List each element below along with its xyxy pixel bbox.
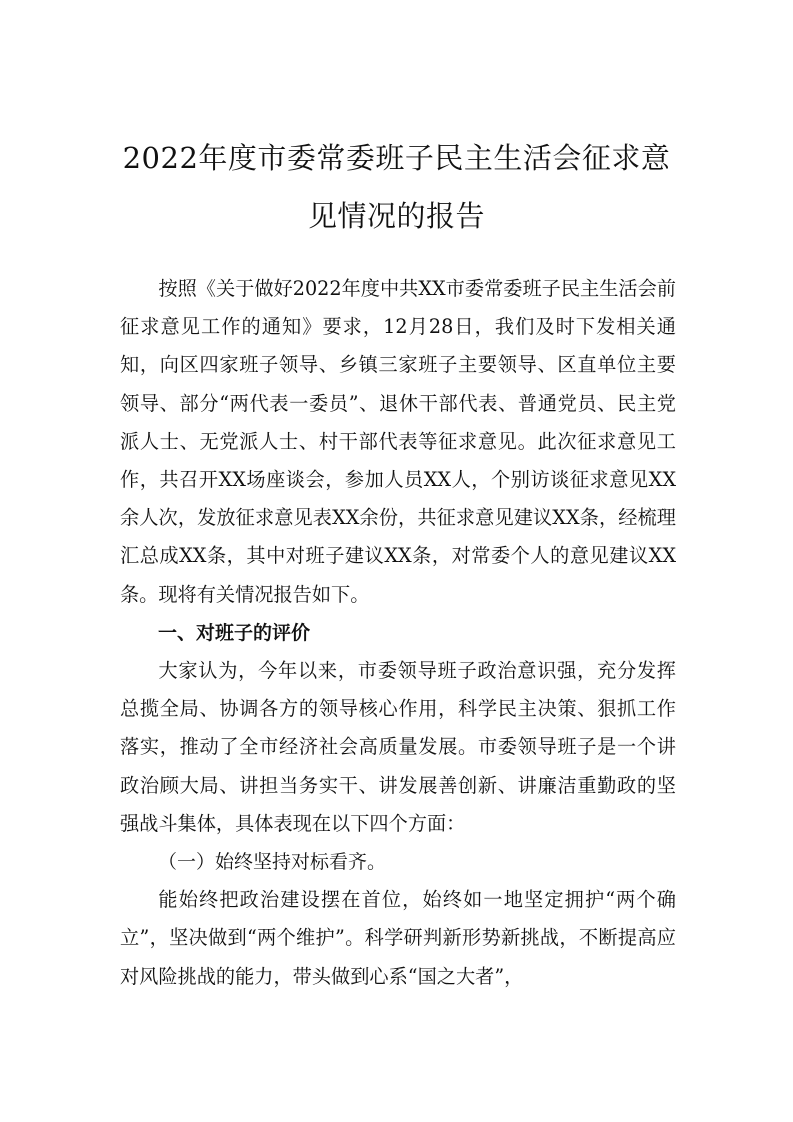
evaluation-paragraph: 大家认为，今年以来，市委领导班子政治意识强，充分发挥总揽全局、协调各方的领导核心作用，科学民主决策、狠抓工作落实，推动了全市经济社会高质量发展。市委领导班子是一个讲政治顾大局、讲担当务实干、讲发展善创新、讲廉洁重勤政的坚强战斗集体，具体表现在以下四个方面： (120, 659, 676, 835)
intro-paragraph: 按照《关于做好2022年度中共XX市委常委班子民主生活会前征求意见工作的通知》要求，12月28日，我们及时下发相关通知，向区四家班子领导、乡镇三家班子主要领导、区直单位主要领导、部分“两代表一委员”、退休干部代表、普通党员、民主党派人士、无党派人士、村干部代表等征求意见。此次征求意见工作，共召开XX场座谈会，参加人员XX人，个别访谈征求意见XX余人次，发放征求意见表XX余份，共征求意见建议XX条，经梳理汇总成XX条，其中对班子建议XX条，对常委个人的意见建议XX条。现将有关情况报告如下。 (120, 277, 676, 606)
subsection-paragraph-1: 能始终把政治建设摆在首位，始终如一地坚定拥护“两个确立”，坚决做到“两个维护”。科学研判新形势新挑战，不断提高应对风险挑战的能力，带头做到心系“国之大者”， (120, 888, 676, 988)
document-body (120, 270, 676, 996)
document-title-line1: 2022年度市委常委班子民主生活会征求意 (122, 141, 671, 175)
document-title-line2: 见情况的报告 (307, 199, 485, 233)
section-heading-evaluation: 一、对班子的评价 (158, 621, 311, 644)
subsection-heading-1: （一）始终坚持对标看齐。 (158, 851, 387, 874)
